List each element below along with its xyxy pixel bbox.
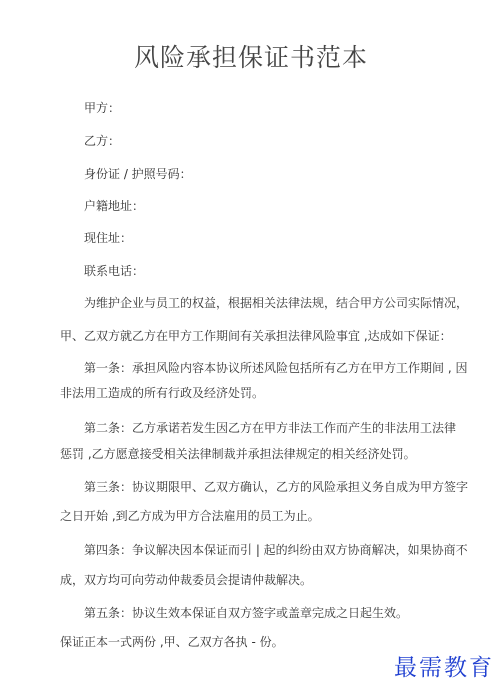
intro-line-1: 为维护企业与员工的权益，根据相关法律法规，结合甲方公司实际情况， [84,296,469,310]
article-1-line-2: 非法用工造成的所有行政及经济处罚。 [60,386,265,400]
party-a-label: 甲方： [84,101,121,115]
article-3-line-1: 第三条：协议期限甲、乙双方确认，乙方的风险承担义务自成为甲方签字 [84,480,469,494]
article-1-line-1: 第一条：承担风险内容本协议所述风险包括所有乙方在甲方工作期间 , 因 [84,361,468,375]
article-4-line-2: 成，双方均可向劳动仲裁委员会提请仲裁解决。 [60,573,313,587]
intro-line-2: 甲、乙双方就乙方在甲方工作期间有关承担法律风险事宜 ,达成如下保证： [60,329,452,343]
closing-line: 保证正本一式两份 ,甲、乙双方各执 - 份。 [60,635,284,649]
phone-label: 联系电话： [84,264,145,278]
article-4-line-1: 第四条：争议解决因本保证而引 | 起的纠纷由双方协商解决，如果协商不 [84,543,468,557]
document-title: 风险承担保证书范本 [133,43,368,72]
registered-address-label: 户籍地址： [84,199,145,213]
article-2-line-2: 惩罚 ,乙方愿意接受相关法律制裁并承担法律规定的相关经济处罚。 [60,447,416,461]
current-address-label: 现住址： [84,231,133,245]
brand-watermark: 最需教育 [394,655,494,681]
article-5-line-1: 第五条：协议生效本保证自双方签字或盖章完成之日起生效。 [84,606,409,620]
party-b-label: 乙方： [84,134,121,148]
id-number-label: 身份证 / 护照号码： [84,167,192,181]
article-2-line-1: 第二条：乙方承诺若发生因乙方在甲方非法工作而产生的非法用工法律 [84,421,457,435]
article-3-line-2: 之日开始 ,到乙方成为甲方合法雇用的员工为止。 [60,509,320,523]
